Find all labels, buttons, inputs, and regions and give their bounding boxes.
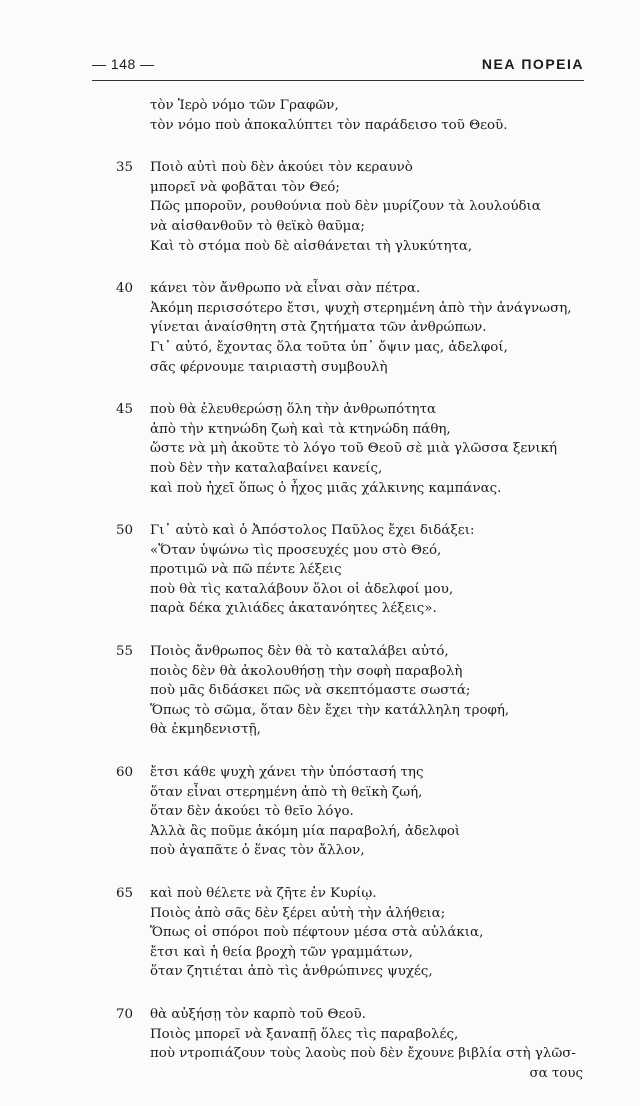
poem-line <box>0 420 640 440</box>
poem-line <box>0 884 640 904</box>
journal-title: ΝΕΑ ΠΟΡΕΙΑ <box>481 56 584 72</box>
poem-line <box>0 720 640 740</box>
poem-line-text: θὰ ἐκμηδενιστῇ, <box>150 722 261 738</box>
poem-line-text: ὅταν ζητιέται ἀπὸ τὶς ἀνθρώπινες ψυχές, <box>150 964 433 980</box>
poem-line-text: Πῶς μποροῦν, ρουθούνια ποὺ δὲν μυρίζουν τὰ λουλούδια <box>150 199 541 215</box>
poem-line-text: νὰ αἰσθανθοῦν τὸ θεϊκὸ θαῦμα; <box>150 218 365 234</box>
poem-line-text: Γι᾿ αὐτὸ καὶ ὁ Ἀπόστολος Παῦλος ἔχει διδάξει: <box>150 523 475 539</box>
poem-line-text: παρὰ δέκα χιλιάδες ἀκατανόητες λέξεις». <box>150 601 437 617</box>
page-number: — 148 — <box>92 56 155 72</box>
poem-line <box>0 318 640 338</box>
poem-line <box>0 681 640 701</box>
stanza <box>0 763 640 861</box>
page-header <box>92 56 584 80</box>
poem-line <box>0 642 640 662</box>
poem-line <box>0 841 640 861</box>
line-number: 50 <box>116 523 134 539</box>
stanza <box>0 96 640 135</box>
line-number: 65 <box>116 886 134 901</box>
poem-line-text: καὶ ποὺ θέλετε νὰ ζῆτε ἐν Κυρίῳ. <box>150 886 377 901</box>
line-number: 45 <box>116 402 134 418</box>
poem-line-text: ποὺ θὰ ἐλευθερώσῃ ὅλη τὴν ἀνθρωπότητα <box>150 402 437 418</box>
poem-line <box>0 197 640 217</box>
poem-line <box>0 1044 640 1064</box>
poem-line-text: ἀπὸ τὴν κτηνώδη ζωὴ καὶ τὰ κτηνώδη πάθη, <box>150 421 451 437</box>
poem-line <box>0 116 640 136</box>
poem-line <box>0 279 640 299</box>
line-number: 35 <box>116 160 134 176</box>
poem-line <box>0 217 640 237</box>
poem-body <box>0 96 640 1106</box>
poem-line-text: γίνεται ἀναίσθητη στὰ ζητήματα τῶν ἀνθρώπων. <box>150 320 487 336</box>
poem-line <box>0 701 640 721</box>
line-number: 60 <box>116 765 134 781</box>
poem-line-text: ποὺ μᾶς διδάσκει πῶς νὰ σκεπτόμαστε σωστά; <box>150 683 471 699</box>
poem-line-text: προτιμῶ νὰ πῶ πέντε λέξεις <box>150 562 342 578</box>
poem-line-text: «Ὅταν ὑψώνω τὶς προσευχές μου στὸ Θεό, <box>150 542 442 558</box>
poem-line-text: ὅταν δὲν ἀκούει τὸ θεῖο λόγο. <box>150 804 354 820</box>
poem-line-text: ὥστε νὰ μὴ ἀκοῦτε τὸ λόγο τοῦ Θεοῦ σὲ μιὰ γλῶσσα ξενική <box>150 441 558 457</box>
poem-line <box>0 479 640 499</box>
poem-line <box>0 904 640 924</box>
line-number: 40 <box>116 281 134 297</box>
poem-line-text: μπορεῖ νὰ φοβᾶται τὸν Θεό; <box>150 179 340 195</box>
poem-line-text: ὅταν εἶναι στερημένη ἀπὸ τὴ θεϊκὴ ζωή, <box>150 784 423 800</box>
stanza <box>0 400 640 498</box>
poem-line <box>0 599 640 619</box>
poem-line <box>0 560 640 580</box>
poem-line-text: ἔτσι καὶ ἡ θεία βροχὴ τῶν γραμμάτων, <box>150 944 413 960</box>
poem-line <box>0 580 640 600</box>
poem-line-text: κάνει τὸν ἄνθρωπο νὰ εἶναι σὰν πέτρα. <box>150 281 421 297</box>
poem-line <box>0 822 640 842</box>
poem-line-text: τὸν νόμο ποὺ ἀποκαλύπτει τὸν παράδεισο τοῦ Θεοῦ. <box>150 117 508 133</box>
poem-line-text: Ποιὸ αὐτὶ ποὺ δὲν ἀκούει τὸν κεραυνὸ <box>150 160 413 176</box>
poem-line <box>0 400 640 420</box>
poem-line-text: τὸν Ἱερὸ νόμο τῶν Γραφῶν, <box>150 98 339 113</box>
poem-line-text: ποὺ δὲν τὴν καταλαβαίνει κανείς, <box>150 460 383 476</box>
poem-line-text: Ἀλλὰ ἂς ποῦμε ἀκόμη μία παραβολή, ἀδελφοὶ <box>150 823 461 839</box>
poem-line-text: θὰ αὐξήσῃ τὸν καρπὸ τοῦ Θεοῦ. <box>150 1006 366 1022</box>
poem-line <box>0 358 640 378</box>
poem-line <box>0 943 640 963</box>
poem-line-text: σᾶς φέρνουμε ταιριαστὴ συμβουλὴ <box>150 359 388 375</box>
stanza <box>0 158 640 256</box>
poem-line <box>0 96 640 116</box>
poem-line-text: Ὅπως τὸ σῶμα, ὅταν δὲν ἔχει τὴν κατάλληλη τροφή, <box>150 702 510 718</box>
poem-line <box>0 338 640 358</box>
poem-line-text: Ὅπως οἱ σπόροι ποὺ πέφτουν μέσα στὰ αὐλάκια, <box>150 925 484 941</box>
poem-line <box>0 962 640 982</box>
line-number: 70 <box>116 1006 134 1022</box>
poem-line-text: ποὺ θὰ τὶς καταλάβουν ὅλοι οἱ ἀδελφοί μου, <box>150 581 454 597</box>
poem-line <box>0 763 640 783</box>
poem-line-text: καὶ ποὺ ἠχεῖ ὅπως ὁ ἦχος μιᾶς χάλκινης καμπάνας. <box>150 480 502 496</box>
poem-line-text: ποιὸς δὲν θὰ ἀκολουθήσῃ τὴν σοφὴ παραβολὴ <box>150 663 463 679</box>
poem-line-text: Καὶ τὸ στόμα ποὺ δὲ αἰσθάνεται τὴ γλυκύτητα, <box>150 238 473 254</box>
poem-line <box>0 459 640 479</box>
hyphenated-line-tail: σα τους <box>529 1065 583 1081</box>
poem-line <box>0 299 640 319</box>
poem-line-text: ποὺ ἀγαπᾶτε ὁ ἕνας τὸν ἄλλον, <box>150 843 365 859</box>
stanza <box>0 521 640 619</box>
poem-line-text: ποὺ ντροπιάζουν τοὺς λαοὺς ποὺ δὲν ἔχουνε βιβλία στὴ γλῶσ- <box>150 1046 576 1062</box>
poem-line-text: Ἀκόμη περισσότερο ἔτσι, ψυχὴ στερημένη ἀπὸ τὴν ἀνάγνωση, <box>150 300 572 316</box>
poem-line <box>0 439 640 459</box>
poem-line <box>0 662 640 682</box>
stanza <box>0 1005 640 1083</box>
poem-line <box>0 178 640 198</box>
poem-line <box>0 521 640 541</box>
poem-line <box>0 802 640 822</box>
poem-line-text: ἔτσι κάθε ψυχὴ χάνει τὴν ὑπόστασή της <box>150 765 424 781</box>
poem-line <box>0 1005 640 1025</box>
stanza <box>0 884 640 982</box>
poem-line-text: Ποιὸς μπορεῖ νὰ ξαναπῇ ὅλες τὶς παραβολές, <box>150 1026 459 1042</box>
line-number: 55 <box>116 644 134 660</box>
stanza <box>0 279 640 377</box>
poem-line-text: Ποιὸς ἀπὸ σᾶς δὲν ξέρει αὐτὴ τὴν ἀλήθεια; <box>150 905 446 921</box>
poem-line <box>0 158 640 178</box>
poem-line <box>0 237 640 257</box>
poem-line-text: Ποιὸς ἄνθρωπος δὲν θὰ τὸ καταλάβει αὐτό, <box>150 644 449 660</box>
poem-line <box>0 541 640 561</box>
poem-line <box>0 1025 640 1045</box>
poem-line <box>0 783 640 803</box>
header-rule <box>92 80 584 81</box>
poem-line-text: Γι᾿ αὐτό, ἔχοντας ὅλα τοῦτα ὑπ᾿ ὄψιν μας, ἀδελφοί, <box>150 339 508 355</box>
poem-line <box>0 923 640 943</box>
stanza <box>0 642 640 740</box>
